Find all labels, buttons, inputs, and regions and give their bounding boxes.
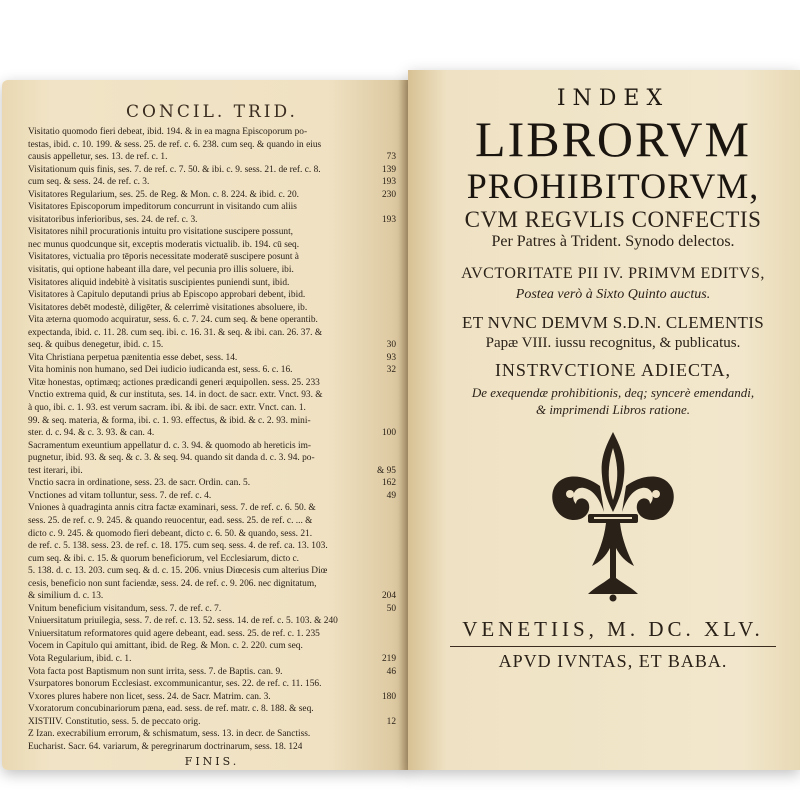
index-entry-text: Vocem in Capitulo qui amittant, ibid. de Reg. & Mon. c. 2. 220. cum seq. bbox=[28, 641, 303, 652]
index-entry-page: 12 bbox=[386, 716, 396, 727]
index-entry-page bbox=[393, 314, 396, 327]
title-prohibitorum: PROHIBITORVM, bbox=[466, 166, 760, 206]
index-entry bbox=[28, 164, 396, 177]
index-entry-text: Vxoratorum concubinariorum pæna, ead. sess. de ref. matr. c. 8. 188. & seq. bbox=[28, 704, 314, 715]
index-entry bbox=[28, 126, 396, 139]
index-entry-page bbox=[393, 289, 396, 302]
index-entry bbox=[28, 176, 396, 189]
index-entry-text: Visitatio quomodo fieri debeat, ibid. 194. & in ea magna Episcoporum po- bbox=[28, 127, 308, 137]
index-entry bbox=[28, 402, 396, 415]
index-entry bbox=[28, 440, 396, 453]
index-entry bbox=[28, 565, 396, 578]
index-entry bbox=[28, 678, 396, 691]
index-entry-text: Vniones à quadraginta annis citra factæ examinari, sess. 7. de ref. c. 6. 50. & bbox=[28, 503, 316, 514]
index-entry-text: pugnetur, ibid. 93. & seq. & c. 3. & seq. 94. quando sit danda d. c. 3. 94. po- bbox=[28, 453, 315, 464]
index-entry-page: 180 bbox=[381, 691, 396, 702]
index-entry-page: 193 bbox=[381, 214, 396, 225]
index-entry bbox=[28, 415, 396, 428]
open-book bbox=[0, 70, 800, 770]
index-entry-page bbox=[393, 640, 396, 653]
title-index: INDEX bbox=[556, 86, 670, 111]
index-entry-page bbox=[393, 615, 396, 628]
index-entry-text: visitatoribus inferioribus, ses. 24. de ref. c. 3. bbox=[28, 214, 198, 225]
title-per-patres: Per Patres à Trident. Synodo delectos. bbox=[491, 233, 735, 250]
title-de-exequendae: De exequendæ prohibitionis, deq; syncerè emendandi, bbox=[471, 385, 755, 400]
index-entry-page bbox=[393, 515, 396, 528]
index-entry-page: 50 bbox=[386, 603, 396, 614]
index-entry-text: test iterari, ibi. bbox=[28, 465, 83, 476]
index-entry-text: Visitatores nihil procurationis intuitu pro visitatione suscipere possunt, bbox=[28, 227, 294, 238]
index-entry-text: & similium d. c. 13. bbox=[28, 591, 104, 602]
index-entry-text: sess. 25. de ref. c. 9. 245. & quando reuocentur, ead. sess. 25. de ref. c. ... & bbox=[28, 515, 313, 526]
index-entry bbox=[28, 302, 396, 315]
index-entry-page bbox=[393, 327, 396, 340]
index-entry-page: 219 bbox=[381, 653, 396, 664]
index-entry-page bbox=[393, 226, 396, 239]
index-entry bbox=[28, 502, 396, 515]
index-entry bbox=[28, 226, 396, 239]
index-entry bbox=[28, 628, 396, 641]
index-entry bbox=[28, 277, 396, 290]
title-cum-regulis: CVM REGVLIS CONFECTIS bbox=[464, 207, 762, 232]
index-entry bbox=[28, 728, 396, 741]
index-entry-page bbox=[393, 389, 396, 402]
index-entry bbox=[28, 139, 396, 152]
index-entry-text: Vita Christiana perpetua pænitentia esse debet, sess. 14. bbox=[28, 352, 238, 363]
index-entry-text: 99. & seq. materia, & forma, ibi. c. 1. 93. effectus, & ibid. & c. 2. 93. mini- bbox=[28, 415, 311, 426]
index-entry-page bbox=[393, 502, 396, 515]
index-entry-text: Vnctiones ad vitam tolluntur, sess. 7. de ref. c. 4. bbox=[28, 490, 212, 501]
index-entry bbox=[28, 716, 396, 729]
index-entry-page: 46 bbox=[386, 666, 396, 677]
index-entry-text: XISTIIV. Constitutio, sess. 5. de peccato orig. bbox=[28, 716, 201, 727]
index-entry bbox=[28, 465, 396, 478]
index-entry-page bbox=[393, 628, 396, 641]
index-entry bbox=[28, 590, 396, 603]
index-entry bbox=[28, 528, 396, 541]
index-entry bbox=[28, 251, 396, 264]
index-entry bbox=[28, 314, 396, 327]
index-list bbox=[28, 126, 396, 753]
index-entry-page bbox=[393, 540, 396, 553]
index-entry bbox=[28, 477, 396, 490]
index-entry-page: 30 bbox=[386, 340, 396, 351]
index-entry-page: 73 bbox=[386, 152, 396, 163]
index-entry-text: Vnitum beneficium visitandum, sess. 7. de ref. c. 7. bbox=[28, 603, 222, 614]
index-entry bbox=[28, 666, 396, 679]
title-postea: Postea verò à Sixto Quinto auctus. bbox=[515, 287, 711, 302]
index-entry-text: Sacramentum exeuntium appellatur d. c. 3. 94. & quomodo ab hereticis im- bbox=[28, 440, 311, 451]
title-page bbox=[408, 70, 800, 770]
index-entry-page bbox=[393, 440, 396, 453]
running-head: CONCIL. TRID. bbox=[126, 102, 298, 122]
index-entry-page bbox=[393, 678, 396, 691]
index-entry-page: 162 bbox=[381, 478, 396, 489]
index-entry bbox=[28, 389, 396, 402]
index-entry-text: Vniuersitatum reformatores quid agere debeant, ead. sess. 25. de ref. c. 1. 235 bbox=[28, 628, 320, 639]
index-entry bbox=[28, 289, 396, 302]
title-imprimendi: & imprimendi Libros ratione. bbox=[535, 402, 691, 417]
title-librorum: LIBRORVM bbox=[475, 111, 751, 167]
index-entry bbox=[28, 640, 396, 653]
index-entry bbox=[28, 364, 396, 377]
index-entry-text: Vitæ honestas, optimæq; actiones prædicandi generi æquipollen. sess. 25. 233 bbox=[28, 377, 320, 388]
index-entry-text: Visitationum quis finis, ses. 7. de ref. c. 7. 50. & ibi. c. 9. sess. 21. de ref. c. 8. bbox=[28, 164, 321, 175]
index-entry-page: & 95 bbox=[376, 465, 396, 476]
index-entry bbox=[28, 578, 396, 591]
index-entry bbox=[28, 553, 396, 566]
index-entry bbox=[28, 703, 396, 716]
index-entry-page bbox=[393, 264, 396, 277]
index-entry bbox=[28, 189, 396, 202]
index-entry-text: visitatis, qui optione habeant illa dare, vel pecunia pro illis soluere, ibi. bbox=[28, 265, 294, 276]
finis-text: FINIS. bbox=[184, 755, 240, 769]
index-entry-page: 93 bbox=[386, 352, 396, 363]
index-entry-text: Vsurpatores bonorum Ecclesiast. excommunicantur, ses. 22. de ref. c. 11. 156. bbox=[28, 679, 322, 690]
index-entry-page: 193 bbox=[381, 177, 396, 188]
index-entry-text: Vxores plures habere non licet, sess. 24. de Sacr. Matrim. can. 3. bbox=[28, 691, 271, 702]
index-entry-page: 32 bbox=[386, 365, 396, 376]
index-entry-text: ster. d. c. 94. & c. 3. 93. & can. 4. bbox=[28, 428, 155, 439]
imprint-place-date: VENETIIS, M. DC. XLV. bbox=[462, 617, 764, 641]
index-entry bbox=[28, 201, 396, 214]
index-entry-page bbox=[393, 528, 396, 541]
index-entry-page bbox=[393, 565, 396, 578]
index-entry bbox=[28, 653, 396, 666]
imprint-printer: APVD IVNTAS, ET BABA. bbox=[498, 651, 728, 671]
index-entry-text: Vnctio sacra in ordinatione, sess. 23. de sacr. Ordin. can. 5. bbox=[28, 478, 251, 489]
index-entry-text: Visitatores aliquid indebitè à visitatis suscipientes puniendi sunt, ibid. bbox=[28, 277, 290, 288]
index-entry bbox=[28, 264, 396, 277]
index-entry-text: de ref. c. 5. 138. sess. 23. de ref. c. 18. 175. cum seq. sess. 4. de ref. ca. 13. 103. bbox=[28, 541, 328, 552]
index-entry-page bbox=[393, 578, 396, 591]
index-entry-page bbox=[393, 741, 396, 754]
index-entry-text: Vota Regularium, ibid. c. 1. bbox=[28, 653, 132, 664]
index-entry-text: causis appelletur, ses. 13. de ref. c. 1. bbox=[28, 152, 168, 163]
index-entry-text: Visitatores Episcoporum impeditorum concurrunt in visitando cum aliis bbox=[28, 202, 297, 213]
index-entry bbox=[28, 339, 396, 352]
index-entry-page bbox=[393, 452, 396, 465]
index-entry-text: Visitatores à Capitulo deputandi prius ab Episcopo approbari debent, ibid. bbox=[28, 290, 306, 301]
index-entry bbox=[28, 741, 396, 754]
index-entry-text: Visitatores debēt modestè, diligēter, & celerrimè visitationes absoluere, ib. bbox=[28, 302, 308, 313]
title-et-nunc: ET NVNC DEMVM S.D.N. CLEMENTIS bbox=[462, 313, 764, 332]
index-entry bbox=[28, 515, 396, 528]
index-entry-text: cesis, beneficio non sunt faciendæ, sess. 24. de ref. c. 9. 206. nec dignitatum, bbox=[28, 578, 317, 589]
title-auctoritate: AVCTORITATE PII IV. PRIMVM EDITVS, bbox=[461, 265, 765, 282]
title-papae: Papæ VIII. iussu recognitus, & publicatus. bbox=[485, 335, 741, 351]
index-entry-text: expectanda, ibid. c. 11. 28. cum seq. ibi. c. 16. 31. & seq. & ibi. can. 26. 37. & bbox=[28, 327, 323, 338]
index-entry bbox=[28, 615, 396, 628]
index-entry-page: 139 bbox=[381, 164, 396, 175]
index-entry-page bbox=[393, 302, 396, 315]
index-entry bbox=[28, 603, 396, 616]
index-entry-text: seq. & quibus denegetur, ibid. c. 15. bbox=[28, 340, 164, 351]
index-entry-text: testas, ibid. c. 10. 199. & sess. 25. de ref. c. 6. 238. cum seq. & quando in eius bbox=[28, 139, 322, 150]
index-entry-text: Vnctio extrema quid, & cur instituta, ses. 14. in doct. de sacr. extr. Vnct. 93. & bbox=[28, 390, 323, 401]
title-instructione: INSTRVCTIONE ADIECTA, bbox=[494, 360, 732, 380]
left-page bbox=[2, 80, 410, 770]
index-entry-text: Vota facta post Baptismum non sunt irrita, sess. 7. de Baptis. can. 9. bbox=[28, 666, 283, 677]
index-entry-page bbox=[393, 201, 396, 214]
index-entry-page: 204 bbox=[381, 591, 396, 602]
fleur-de-lis-icon bbox=[548, 428, 678, 603]
index-entry-page: 100 bbox=[381, 428, 396, 439]
index-entry-text: cum seq. & ibi. c. 15. & quorum beneficiorum, vel Ecclesiarum, dicto c. bbox=[28, 553, 300, 564]
index-entry-text: Z Izan. execrabilium errorum, & schismatum, sess. 13. in decr. de Sanctiss. bbox=[28, 729, 311, 740]
index-entry-text: nec munus quodcunque sit, exceptis moderatis victualib. ib. 194. cū seq. bbox=[28, 239, 300, 250]
index-entry-page bbox=[393, 126, 396, 139]
index-entry-page: 230 bbox=[381, 189, 396, 200]
index-entry-page bbox=[393, 415, 396, 428]
index-entry bbox=[28, 327, 396, 340]
index-entry-page bbox=[393, 553, 396, 566]
index-entry bbox=[28, 452, 396, 465]
index-entry bbox=[28, 151, 396, 164]
index-entry-page bbox=[393, 402, 396, 415]
index-entry bbox=[28, 540, 396, 553]
index-entry-page bbox=[393, 277, 396, 290]
index-entry-page: 49 bbox=[386, 490, 396, 501]
index-entry-text: Visitatores, victualia pro tēporis necessitate moderatē suscipere posunt à bbox=[28, 252, 299, 263]
index-entry bbox=[28, 427, 396, 440]
index-entry bbox=[28, 239, 396, 252]
imprint-rule bbox=[450, 646, 776, 647]
index-entry-page bbox=[393, 239, 396, 252]
index-entry-text: Visitatores Regularium, ses. 25. de Reg. & Mon. c. 8. 224. & ibid. c. 20. bbox=[28, 189, 300, 200]
index-entry-text: cum seq. & sess. 24. de ref. c. 3. bbox=[28, 177, 150, 188]
index-entry-page bbox=[393, 251, 396, 264]
index-entry-text: Vita hominis non humano, sed Dei iudicio iudicanda est, sess. 6. c. 16. bbox=[28, 365, 293, 376]
index-entry bbox=[28, 691, 396, 704]
index-entry-page bbox=[393, 139, 396, 152]
index-entry-text: 5. 138. d. c. 13. 203. cum seq. & d. c. 15. 206. vnius Diœcesis cum alterius Diœ bbox=[28, 566, 328, 577]
index-entry-text: dicto c. 9. 245. & quomodo fieri debeant, dicto c. 6. 50. & quando, sess. 21. bbox=[28, 528, 313, 539]
index-entry-page bbox=[393, 703, 396, 716]
index-entry-text: à quo, ibi. c. 1. 93. est verum sacram. ibi. & ibi. de sacr. extr. Vnct. can. 1. bbox=[28, 403, 306, 414]
index-entry bbox=[28, 214, 396, 227]
index-entry-page bbox=[393, 377, 396, 390]
index-entry-page bbox=[393, 728, 396, 741]
index-entry bbox=[28, 377, 396, 390]
index-entry bbox=[28, 352, 396, 365]
index-entry bbox=[28, 490, 396, 503]
index-entry-text: Vita æterna quomodo acquiratur, sess. 6. c. 7. 24. cum seq. & bene operantib. bbox=[28, 315, 318, 326]
index-entry-text: Eucharist. Sacr. 64. variarum, & peregrinarum doctrinarum, sess. 18. 124 bbox=[28, 741, 303, 752]
index-entry-text: Vniuersitatum priuilegia, sess. 7. de ref. c. 13. 52. sess. 14. de ref. c. 5. 103. & 240 bbox=[28, 616, 338, 627]
